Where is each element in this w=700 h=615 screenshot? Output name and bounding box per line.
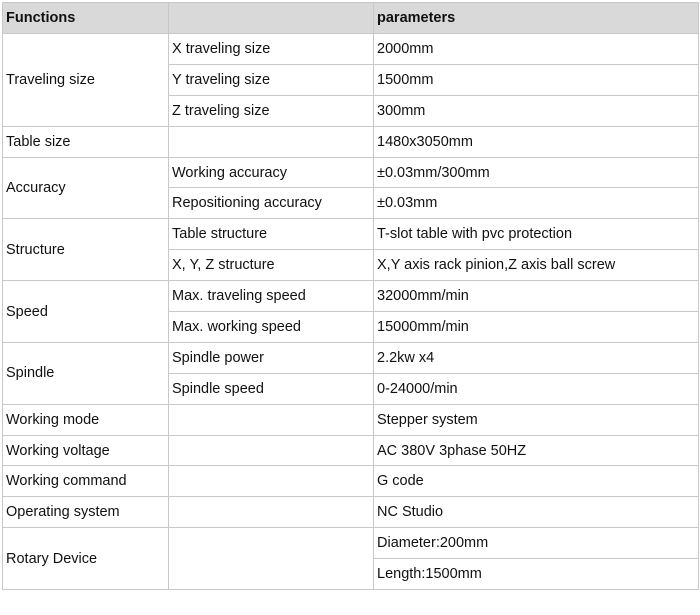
item-cell <box>169 466 374 497</box>
item-cell: Max. traveling speed <box>169 281 374 312</box>
item-cell <box>169 126 374 157</box>
function-cell: Working mode <box>3 404 169 435</box>
value-cell: 2.2kw x4 <box>374 342 699 373</box>
header-parameters: parameters <box>374 3 699 34</box>
item-cell <box>169 497 374 528</box>
table-row <box>3 528 699 559</box>
table-row <box>3 466 699 497</box>
item-cell <box>169 435 374 466</box>
header-blank <box>169 3 374 34</box>
function-cell: Table size <box>3 126 169 157</box>
table-row <box>3 342 699 373</box>
item-cell: Repositioning accuracy <box>169 188 374 219</box>
value-cell: ±0.03mm <box>374 188 699 219</box>
value-cell: NC Studio <box>374 497 699 528</box>
value-cell: ±0.03mm/300mm <box>374 157 699 188</box>
item-cell: X traveling size <box>169 34 374 65</box>
table-row <box>3 404 699 435</box>
item-cell <box>169 404 374 435</box>
value-cell: AC 380V 3phase 50HZ <box>374 435 699 466</box>
value-cell: G code <box>374 466 699 497</box>
item-cell: Working accuracy <box>169 157 374 188</box>
spec-table <box>2 2 699 590</box>
item-cell: Z traveling size <box>169 95 374 126</box>
item-cell: Spindle speed <box>169 373 374 404</box>
table-row <box>3 219 699 250</box>
table-row <box>3 157 699 188</box>
function-cell: Operating system <box>3 497 169 528</box>
function-cell: Rotary Device <box>3 528 169 590</box>
value-cell: 1480x3050mm <box>374 126 699 157</box>
function-cell: Structure <box>3 219 169 281</box>
table-row <box>3 497 699 528</box>
header-functions: Functions <box>3 3 169 34</box>
table-row <box>3 435 699 466</box>
function-cell: Spindle <box>3 342 169 404</box>
item-cell: Table structure <box>169 219 374 250</box>
value-cell: X,Y axis rack pinion,Z axis ball screw <box>374 250 699 281</box>
value-cell: Stepper system <box>374 404 699 435</box>
value-cell: 1500mm <box>374 64 699 95</box>
table-row <box>3 34 699 65</box>
item-cell: Y traveling size <box>169 64 374 95</box>
item-cell: Spindle power <box>169 342 374 373</box>
item-cell: X, Y, Z structure <box>169 250 374 281</box>
function-cell: Speed <box>3 281 169 343</box>
function-cell: Accuracy <box>3 157 169 219</box>
value-cell: 0-24000/min <box>374 373 699 404</box>
value-cell: 32000mm/min <box>374 281 699 312</box>
function-cell: Traveling size <box>3 34 169 127</box>
value-cell: 15000mm/min <box>374 312 699 343</box>
table-body <box>3 34 699 590</box>
value-cell: 300mm <box>374 95 699 126</box>
table-row <box>3 281 699 312</box>
value-cell: Diameter:200mm <box>374 528 699 559</box>
table-header-row <box>3 3 699 34</box>
table-row <box>3 126 699 157</box>
value-cell: T-slot table with pvc protection <box>374 219 699 250</box>
value-cell: 2000mm <box>374 34 699 65</box>
value-cell: Length:1500mm <box>374 559 699 590</box>
function-cell: Working command <box>3 466 169 497</box>
function-cell: Working voltage <box>3 435 169 466</box>
item-cell <box>169 528 374 590</box>
item-cell: Max. working speed <box>169 312 374 343</box>
